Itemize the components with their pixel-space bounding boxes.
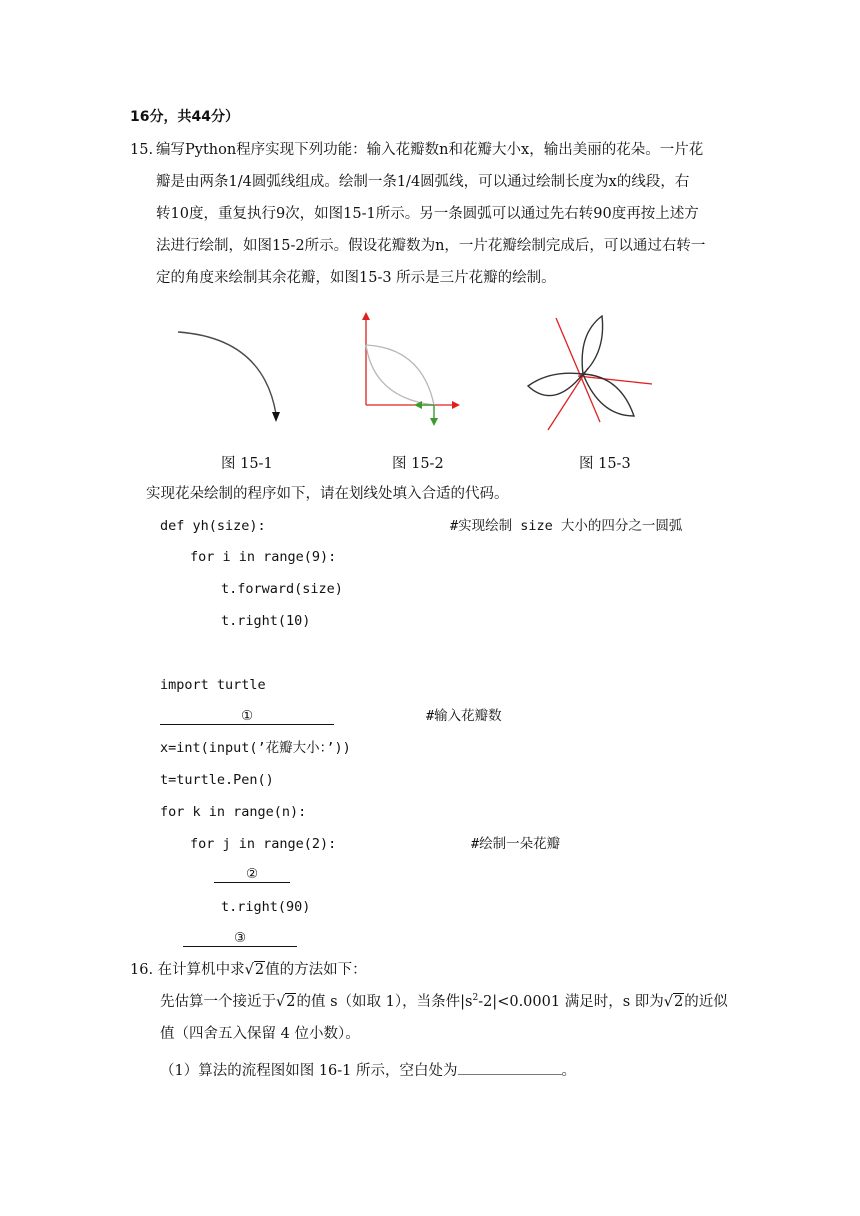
q15-line-5: 定的角度来绘制其余花瓣，如图15-3 所示是三片花瓣的绘制。 — [156, 270, 556, 286]
code-x-line: x=int(input(’花瓣大小：’)) — [160, 740, 351, 756]
code-for-j-comment: #绘制一朵花瓣 — [471, 836, 561, 852]
q15-line-4: 法进行绘制，如图15-2所示。假设花瓣数为n，一片花瓣绘制完成后，可以通过右转一 — [156, 238, 706, 254]
sqrt-two: √2 — [663, 994, 684, 1010]
q15-line-1: 编写Python程序实现下列功能：输入花瓣数n和花瓣大小x，输出美丽的花朵。一片花 — [156, 142, 704, 158]
q16-blank[interactable] — [458, 1056, 562, 1075]
section-score-header: 16分，共44分） — [130, 109, 239, 125]
q16-number: 16. — [130, 962, 154, 978]
code-for-j: for j in range(2): — [190, 836, 337, 852]
q15-line-3: 转10度，重复执行9次，如图15-1所示。另一条圆弧可以通过先右转90度再按上述方 — [156, 206, 699, 222]
code-right-10: t.right(10) — [221, 613, 311, 629]
figure-15-1-caption: 图 15-1 — [221, 456, 273, 472]
figure-15-1-quarter-arc — [168, 318, 298, 428]
q16-line1-prefix: 在计算机中求 — [157, 962, 245, 978]
q16-line-3: 值（四舍五入保留 4 位小数）。 — [160, 1026, 360, 1042]
q16-line-2: 先估算一个接近于√2的值 s（如取 1），当条件$|s^2-2|<0.0001$ 满足时，s 即为√2的近似 — [160, 993, 728, 1010]
q16-line-4: （1）算法的流程图如图 16-1 所示，空白处为 。 — [160, 1056, 576, 1081]
code-def-comment: #实现绘制 size 大小的四分之一圆弧 — [450, 518, 683, 534]
q15-line-2: 瓣是由两条1/4圆弧线组成。绘制一条1/4圆弧线，可以通过绘制长度为x的线段，右 — [156, 174, 690, 190]
code-import: import turtle — [160, 677, 266, 693]
code-blank1-comment: #输入花瓣数 — [426, 708, 502, 724]
code-forward: t.forward(size) — [221, 581, 343, 597]
q16-line-1 — [130, 960, 367, 980]
q16-line1-suffix: 值的方法如下： — [265, 962, 367, 978]
q15-number: 15. — [130, 142, 154, 158]
code-pen-line: t=turtle.Pen() — [160, 772, 274, 788]
sqrt-two: √2 — [244, 962, 265, 978]
code-for-k: for k in range(n): — [160, 804, 307, 820]
code-intro: 实现花朵绘制的程序如下，请在划线处填入合适的代码。 — [146, 486, 509, 502]
figure-15-3-three-petals — [520, 312, 660, 434]
code-for-i: for i in range(9): — [190, 549, 337, 565]
blank-3[interactable]: ③ — [183, 928, 297, 947]
figure-15-2-caption: 图 15-2 — [392, 456, 444, 472]
blank-2[interactable]: ② — [214, 864, 290, 883]
figure-15-2-two-arcs — [352, 310, 467, 435]
code-def-line: def yh(size): — [160, 518, 266, 534]
figure-15-3-caption: 图 15-3 — [579, 456, 631, 472]
code-right-90: t.right(90) — [221, 899, 311, 915]
blank-1[interactable]: ① — [160, 706, 334, 725]
sqrt-two: √2 — [276, 994, 296, 1010]
